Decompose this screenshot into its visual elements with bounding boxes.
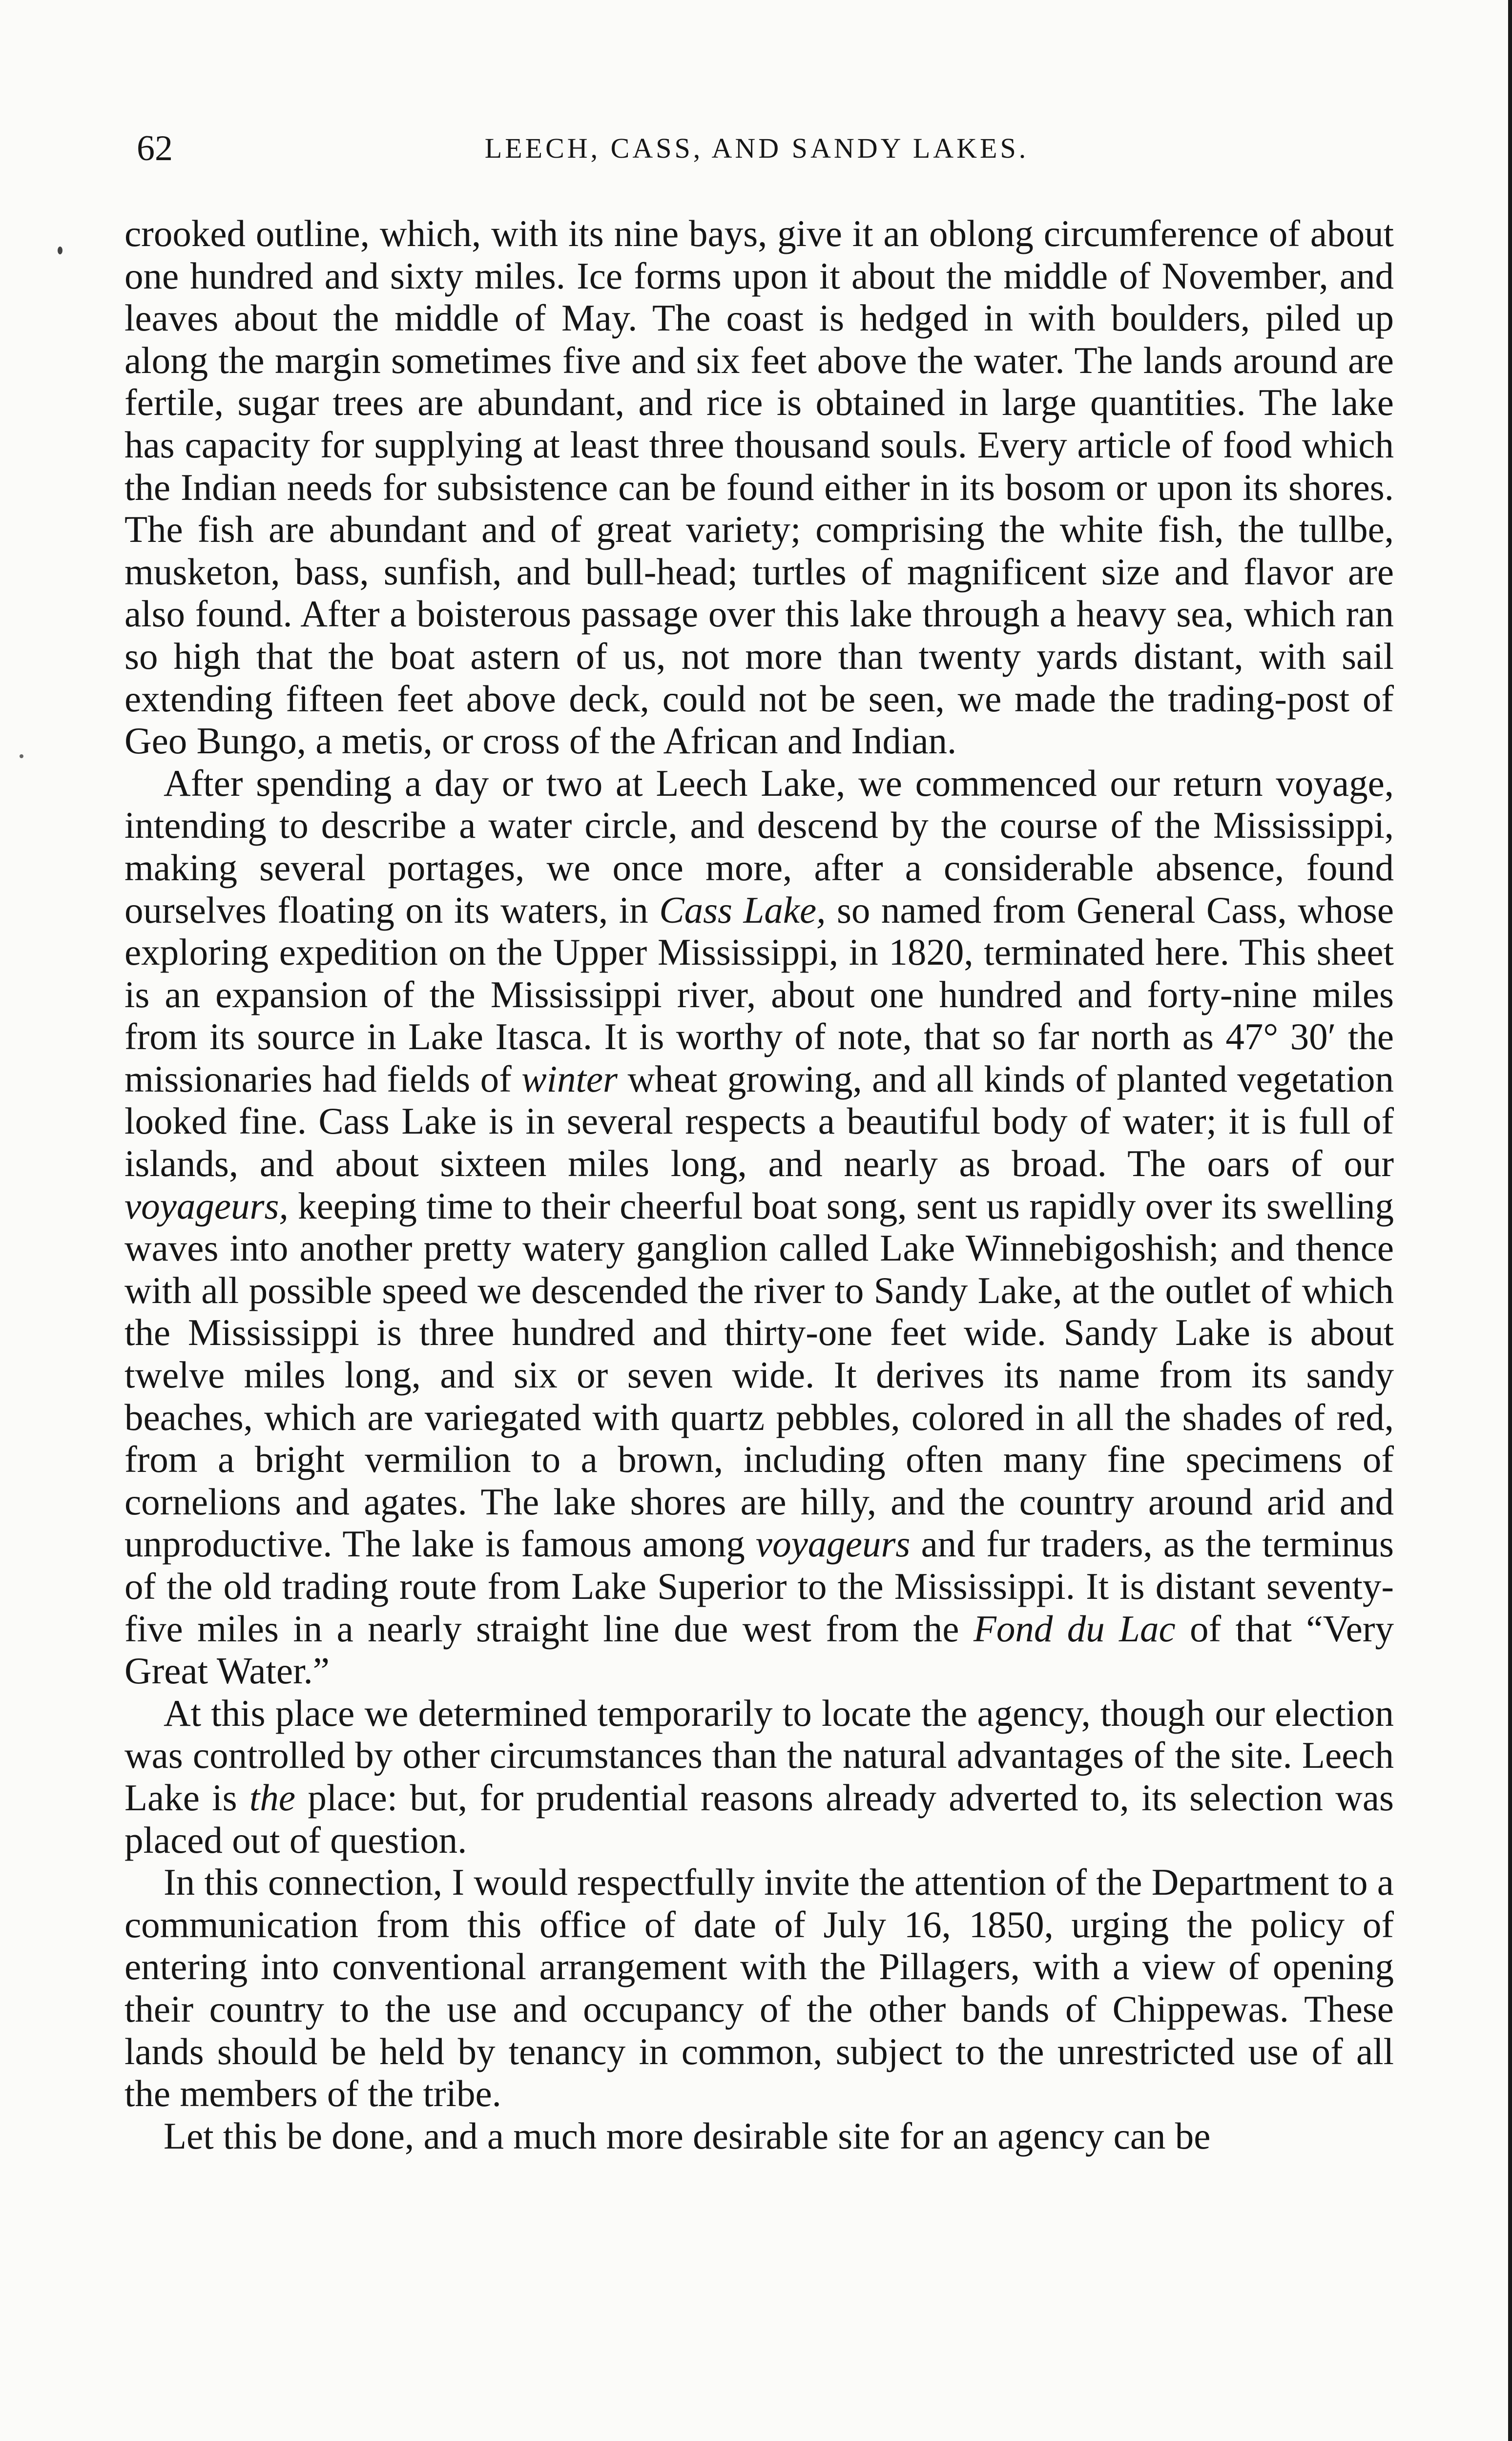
italic-winter: winter: [521, 1057, 618, 1100]
paragraph-2-text-a: After spending a day or two at Leech Lake, we commenced our return voyage, intending to describe a water circle, and descend by the course of the Mississippi, making several portages, we once more, after a considerable absence, found ourselves floating on its waters, in: [124, 762, 1394, 931]
paragraph-2: [124, 762, 1394, 1692]
page-number: 62: [137, 128, 173, 168]
paragraph-2-text-f: of that “Very Great Water.”: [124, 1607, 1394, 1692]
paragraph-5: [124, 2115, 1394, 2157]
paragraph-5-text: Let this be done, and a much more desirable site for an agency can be: [164, 2114, 1211, 2157]
body-text: [124, 212, 1394, 2157]
paragraph-4: [124, 1861, 1394, 2115]
paragraph-2-text-e: and fur traders, as the terminus of the old trading route from Lake Superior to the Mississippi. It is distant seventy-five miles in a nearly straight line due west from the: [124, 1523, 1394, 1650]
paragraph-3-text-a: At this place we determined temporarily to locate the agency, though our election was controlled by other circumstances than the natural advantages of the site. Leech Lake is: [124, 1692, 1394, 1819]
paragraph-1: [124, 212, 1394, 762]
paragraph-1-text: crooked outline, which, with its nine bays, give it an oblong circumference of about one hundred and sixty miles. Ice forms upon it about the middle of November, and leaves about the middle of May. The coast is hedged in with boulders, piled up along the margin sometimes five and six feet above the water. The lands around are fertile, sugar trees are abundant, and rice is obtained in large quantities. The lake has capacity for supplying at least three thousand souls. Every article of food which the Indian needs for subsistence can be found either in its bosom or upon its shores. The fish are abundant and of great variety; comprising the white fish, the tullbe, musketon, bass, sunfish, and bull-head; turtles of magnificent size and flavor are also found. After a boisterous passage over this lake through a heavy sea, which ran so high that the boat astern of us, not more than twenty yards distant, with sail extending fifteen feet above deck, could not be seen, we made the trading-post of Geo Bungo, a metis, or cross of the African and Indian.: [124, 212, 1394, 762]
italic-fond-du-lac: Fond du Lac: [973, 1607, 1176, 1650]
page-edge-right: [1508, 0, 1512, 2441]
paragraph-3: [124, 1692, 1394, 1861]
page-header: [127, 128, 1387, 186]
margin-ink-dot: [20, 754, 23, 758]
italic-cass-lake: Cass Lake,: [659, 889, 826, 931]
paragraph-4-text: In this connection, I would respectfully invite the attention of the Department to a communication from this office of date of July 16, 1850, urging the policy of entering into conventional arrangement with the Pillagers, with a view of opening their country to the use and occupancy of the other bands of Chippewas. These lands should be held by tenancy in common, subject to the unrestricted use of all the members of the tribe.: [124, 1861, 1394, 2115]
running-head: LEECH, CASS, AND SANDY LAKES.: [484, 132, 1029, 164]
italic-voyageurs-1: voyageurs,: [124, 1184, 289, 1227]
paragraph-2-text-b: so named from General Cass, whose exploring expedition on the Upper Mississippi, in 1820, terminated here. This sheet is an expansion of the Mississippi river, about one hundred and forty-nine miles from its source in Lake Itasca. It is worthy of note, that so far north as 47° 30′ the missionaries had fields of: [124, 889, 1394, 1100]
paragraph-2-text-c: wheat growing, and all kinds of planted vegetation looked fine. Cass Lake is in several respects a beautiful body of water; it is full of islands, and about sixteen miles long, and nearly as broad. The oars of our: [124, 1057, 1394, 1185]
italic-voyageurs-2: voyageurs: [755, 1523, 911, 1565]
italic-the: the: [249, 1776, 295, 1819]
margin-ink-mark: [58, 247, 62, 254]
paragraph-2-text-d: keeping time to their cheerful boat song, sent us rapidly over its swelling waves into another pretty watery ganglion called Lake Winnebigoshish; and thence with all possible speed we descended the river to Sandy Lake, at the outlet of which the Mississippi is three hundred and thirty-one feet wide. Sandy Lake is about twelve miles long, and six or seven wide. It derives its name from its sandy beaches, which are variegated with quartz pebbles, colored in all the shades of red, from a bright vermilion to a brown, including often many fine specimens of cornelions and agates. The lake shores are hilly, and the country around arid and unproductive. The lake is famous among: [124, 1184, 1394, 1565]
paragraph-3-text-b: place: but, for prudential reasons already adverted to, its selection was placed out of question.: [124, 1776, 1394, 1861]
